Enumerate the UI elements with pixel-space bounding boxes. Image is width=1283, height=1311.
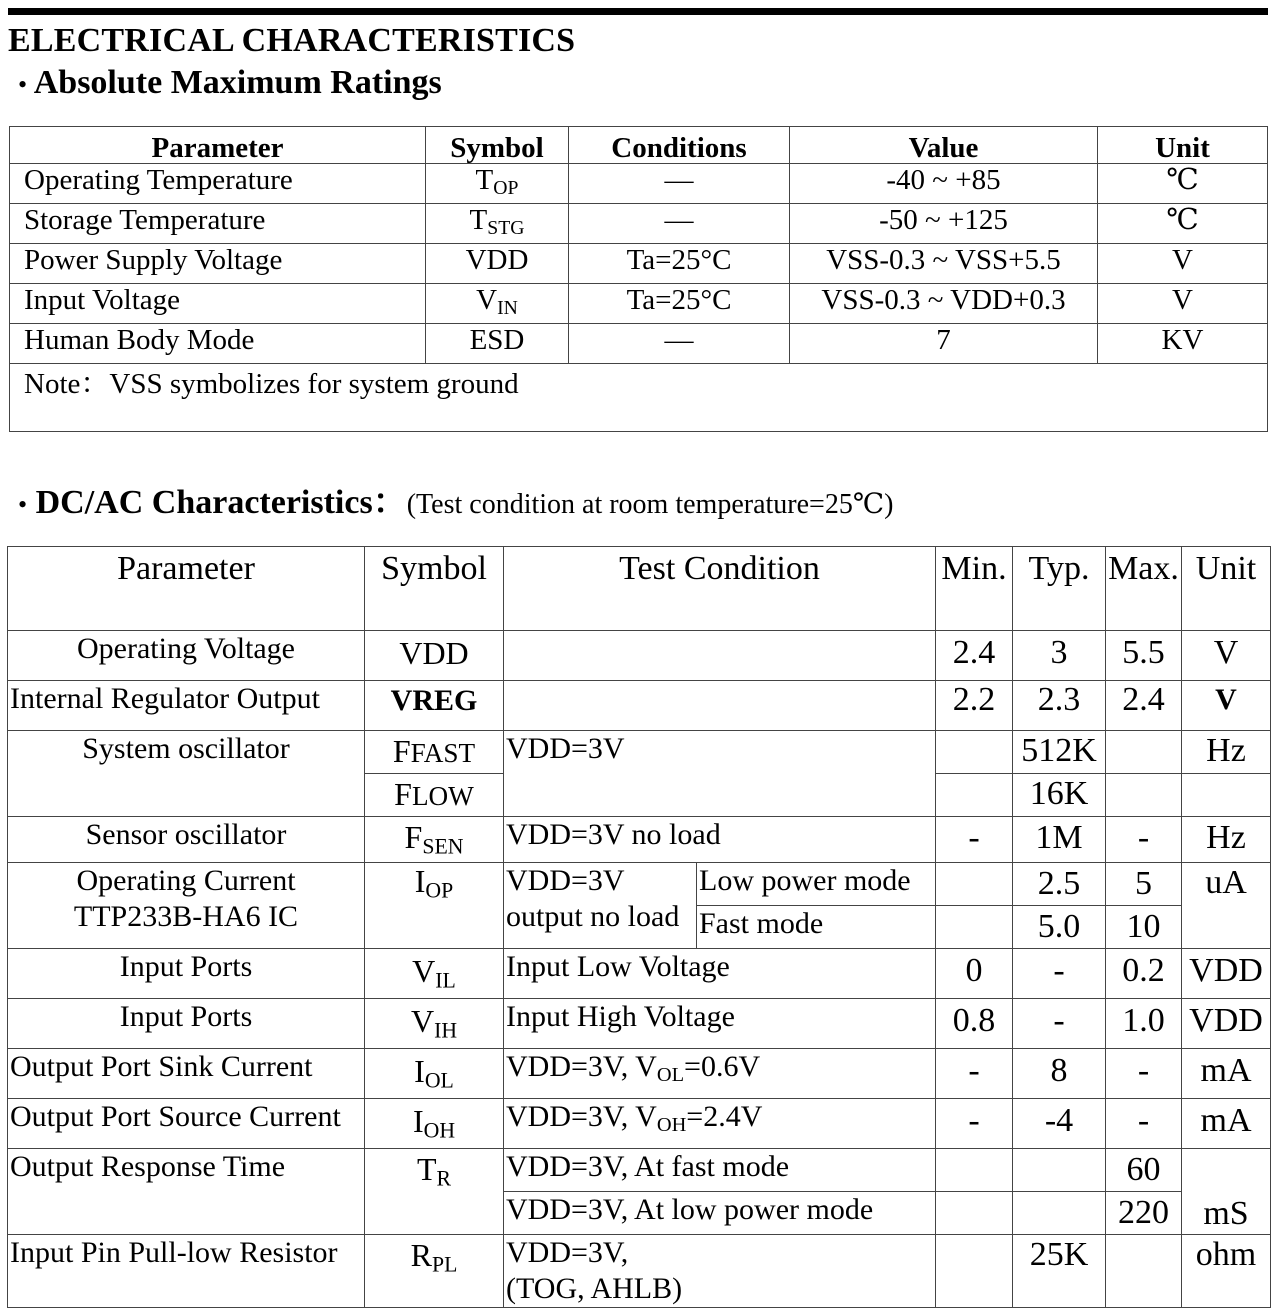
cell-unit: V (1182, 681, 1271, 731)
cell-unit: uA (1182, 863, 1271, 949)
cell-typ (1013, 1192, 1106, 1235)
cell-value: -50 ~ +125 (790, 204, 1098, 244)
cell-symbol: VREG (365, 681, 504, 731)
table-row (8, 631, 1271, 681)
cell-max (1106, 1235, 1182, 1308)
cell-typ: 512K (1013, 731, 1106, 774)
cell-conditions: — (569, 324, 790, 364)
cell-symbol: $I_{OH}$ (365, 1099, 504, 1149)
header-value: Value (790, 127, 1098, 164)
page-title: ELECTRICAL CHARACTERISTICS (8, 22, 576, 59)
cell-symbol: $V_{IH}$ (365, 999, 504, 1049)
cell-parameter: Operating Current TTP233B-HA6 IC (8, 863, 365, 949)
cell-typ: 3 (1013, 631, 1106, 681)
table-header-row (10, 127, 1268, 164)
header-parameter: Parameter (10, 127, 426, 164)
cell-value: -40 ~ +85 (790, 164, 1098, 204)
table-note: Note：VSS symbolizes for system ground (10, 364, 1268, 432)
cell-typ: -4 (1013, 1099, 1106, 1149)
cell-condition: VDD=3V, (TOG, AHLB) (504, 1235, 936, 1308)
cell-symbol: $V_{IN}$ (426, 284, 569, 324)
cell-symbol: VDD (365, 631, 504, 681)
cell-symbol: FFAST (365, 731, 504, 774)
cell-symbol: $V_{IL}$ (365, 949, 504, 999)
cell-parameter: Human Body Mode (10, 324, 426, 364)
bullet-icon: • (18, 70, 28, 99)
cell-unit: VDD (1182, 999, 1271, 1049)
table-row (8, 1235, 1271, 1308)
cell-symbol: $T_R$ (365, 1149, 504, 1235)
cell-parameter: Input Ports (8, 949, 365, 999)
table-note-row (10, 364, 1268, 432)
cell-unit: mS (1182, 1149, 1271, 1235)
table-row (10, 324, 1268, 364)
table-header-row (8, 547, 1271, 631)
cell-min (936, 1149, 1013, 1192)
cell-symbol: $R_{PL}$ (365, 1235, 504, 1308)
section-title: DC/AC Characteristics： (35, 484, 407, 521)
cell-unit: VDD (1182, 949, 1271, 999)
cell-unit: V (1098, 244, 1268, 284)
cell-symbol: $I_{OP}$ (365, 863, 504, 949)
cell-min: - (936, 1049, 1013, 1099)
table-row (8, 1099, 1271, 1149)
table-row (8, 817, 1271, 863)
cell-value: 7 (790, 324, 1098, 364)
cell-typ: - (1013, 999, 1106, 1049)
cell-min (936, 1192, 1013, 1235)
cell-unit: V (1098, 284, 1268, 324)
cell-symbol: VDD (426, 244, 569, 284)
cell-parameter: Storage Temperature (10, 204, 426, 244)
cell-parameter: Power Supply Voltage (10, 244, 426, 284)
table-row (10, 244, 1268, 284)
cell-max: 220 (1106, 1192, 1182, 1235)
cell-mode-fast: Fast mode (697, 906, 936, 949)
cell-max: - (1106, 817, 1182, 863)
table-row (10, 164, 1268, 204)
cell-parameter: Input Pin Pull-low Resistor (8, 1235, 365, 1308)
cell-min (936, 731, 1013, 774)
cell-parameter: Internal Regulator Output (8, 681, 365, 731)
header-min: Min. (936, 547, 1013, 631)
cell-unit: ohm (1182, 1235, 1271, 1308)
cell-max (1106, 731, 1182, 774)
cell-conditions: Ta=25°C (569, 284, 790, 324)
table-row (8, 681, 1271, 731)
cell-conditions: Ta=25°C (569, 244, 790, 284)
cell-max: 0.2 (1106, 949, 1182, 999)
cell-symbol: FLOW (365, 774, 504, 817)
cell-max: - (1106, 1099, 1182, 1149)
cell-max: 1.0 (1106, 999, 1182, 1049)
cell-min: 0 (936, 949, 1013, 999)
cell-condition: VDD=3V, At fast mode (504, 1149, 936, 1192)
cell-parameter: System oscillator (8, 731, 365, 817)
cell-condition: VDD=3V, At low power mode (504, 1192, 936, 1235)
cell-symbol: $T_{OP}$ (426, 164, 569, 204)
cell-condition: VDD=3V, $V_{OL}=0.6V$ (504, 1049, 936, 1099)
cell-typ (1013, 1149, 1106, 1192)
cell-symbol: $T_{STG}$ (426, 204, 569, 244)
cell-max: - (1106, 1049, 1182, 1099)
cell-typ: 5.0 (1013, 906, 1106, 949)
header-unit: Unit (1098, 127, 1268, 164)
cell-unit: V (1182, 631, 1271, 681)
cell-symbol: ESD (426, 324, 569, 364)
cell-min: - (936, 817, 1013, 863)
cell-min: 2.4 (936, 631, 1013, 681)
cell-min (936, 906, 1013, 949)
cell-condition: VDD=3V no load (504, 817, 936, 863)
dc-ac-characteristics-table (7, 546, 1271, 1308)
cell-value: VSS-0.3 ~ VSS+5.5 (790, 244, 1098, 284)
section-dc-ac (18, 474, 893, 523)
table-row (8, 999, 1271, 1049)
cell-typ: 16K (1013, 774, 1106, 817)
cell-max: 10 (1106, 906, 1182, 949)
section-title: Absolute Maximum Ratings (33, 64, 442, 101)
cell-condition: VDD=3V output no load (504, 863, 697, 949)
cell-max: 5.5 (1106, 631, 1182, 681)
cell-condition (504, 631, 936, 681)
cell-max: 60 (1106, 1149, 1182, 1192)
cell-typ: 25K (1013, 1235, 1106, 1308)
cell-min (936, 863, 1013, 906)
cell-condition (504, 681, 936, 731)
top-rule (8, 8, 1268, 15)
header-max: Max. (1106, 547, 1182, 631)
table-row (10, 204, 1268, 244)
cell-min (936, 774, 1013, 817)
cell-parameter: Input Voltage (10, 284, 426, 324)
cell-parameter: Operating Voltage (8, 631, 365, 681)
header-test-condition: Test Condition (504, 547, 936, 631)
cell-unit: Hz (1182, 817, 1271, 863)
cell-parameter: Operating Temperature (10, 164, 426, 204)
cell-unit (1182, 774, 1271, 817)
cell-max: 5 (1106, 863, 1182, 906)
cell-min: 0.8 (936, 999, 1013, 1049)
cell-typ: 1M (1013, 817, 1106, 863)
bullet-icon: • (18, 490, 28, 519)
cell-min: - (936, 1099, 1013, 1149)
cell-min: 2.2 (936, 681, 1013, 731)
table-row (8, 949, 1271, 999)
absolute-max-ratings-table (9, 126, 1268, 432)
cell-typ: 8 (1013, 1049, 1106, 1099)
cell-condition: Input Low Voltage (504, 949, 936, 999)
section-absolute-max-ratings (18, 64, 442, 102)
cell-max (1106, 774, 1182, 817)
header-symbol: Symbol (426, 127, 569, 164)
cell-condition: Input High Voltage (504, 999, 936, 1049)
cell-unit: ℃ (1098, 204, 1268, 244)
cell-symbol: $I_{OL}$ (365, 1049, 504, 1099)
cell-symbol: $F_{SEN}$ (365, 817, 504, 863)
cell-parameter: Sensor oscillator (8, 817, 365, 863)
cell-parameter: Output Response Time (8, 1149, 365, 1235)
cell-typ: 2.3 (1013, 681, 1106, 731)
cell-min (936, 1235, 1013, 1308)
cell-typ: 2.5 (1013, 863, 1106, 906)
cell-unit: KV (1098, 324, 1268, 364)
cell-condition: VDD=3V (504, 731, 936, 817)
cell-parameter: Input Ports (8, 999, 365, 1049)
cell-unit: mA (1182, 1099, 1271, 1149)
cell-max: 2.4 (1106, 681, 1182, 731)
cell-condition: VDD=3V, $V_{OH}=2.4V$ (504, 1099, 936, 1149)
header-conditions: Conditions (569, 127, 790, 164)
table-row (8, 1149, 1271, 1192)
cell-unit: mA (1182, 1049, 1271, 1099)
header-unit: Unit (1182, 547, 1271, 631)
cell-typ: - (1013, 949, 1106, 999)
cell-value: VSS-0.3 ~ VDD+0.3 (790, 284, 1098, 324)
table-row (8, 1049, 1271, 1099)
cell-conditions: — (569, 204, 790, 244)
table-row (8, 731, 1271, 774)
cell-parameter: Output Port Source Current (8, 1099, 365, 1149)
table-row (10, 284, 1268, 324)
table-row (8, 863, 1271, 906)
section-subtitle: (Test condition at room temperature=25℃) (406, 489, 894, 520)
cell-unit: ℃ (1098, 164, 1268, 204)
header-symbol: Symbol (365, 547, 504, 631)
header-parameter: Parameter (8, 547, 365, 631)
cell-parameter: Output Port Sink Current (8, 1049, 365, 1099)
cell-unit: Hz (1182, 731, 1271, 774)
cell-mode-low-power: Low power mode (697, 863, 936, 906)
cell-conditions: — (569, 164, 790, 204)
header-typ: Typ. (1013, 547, 1106, 631)
